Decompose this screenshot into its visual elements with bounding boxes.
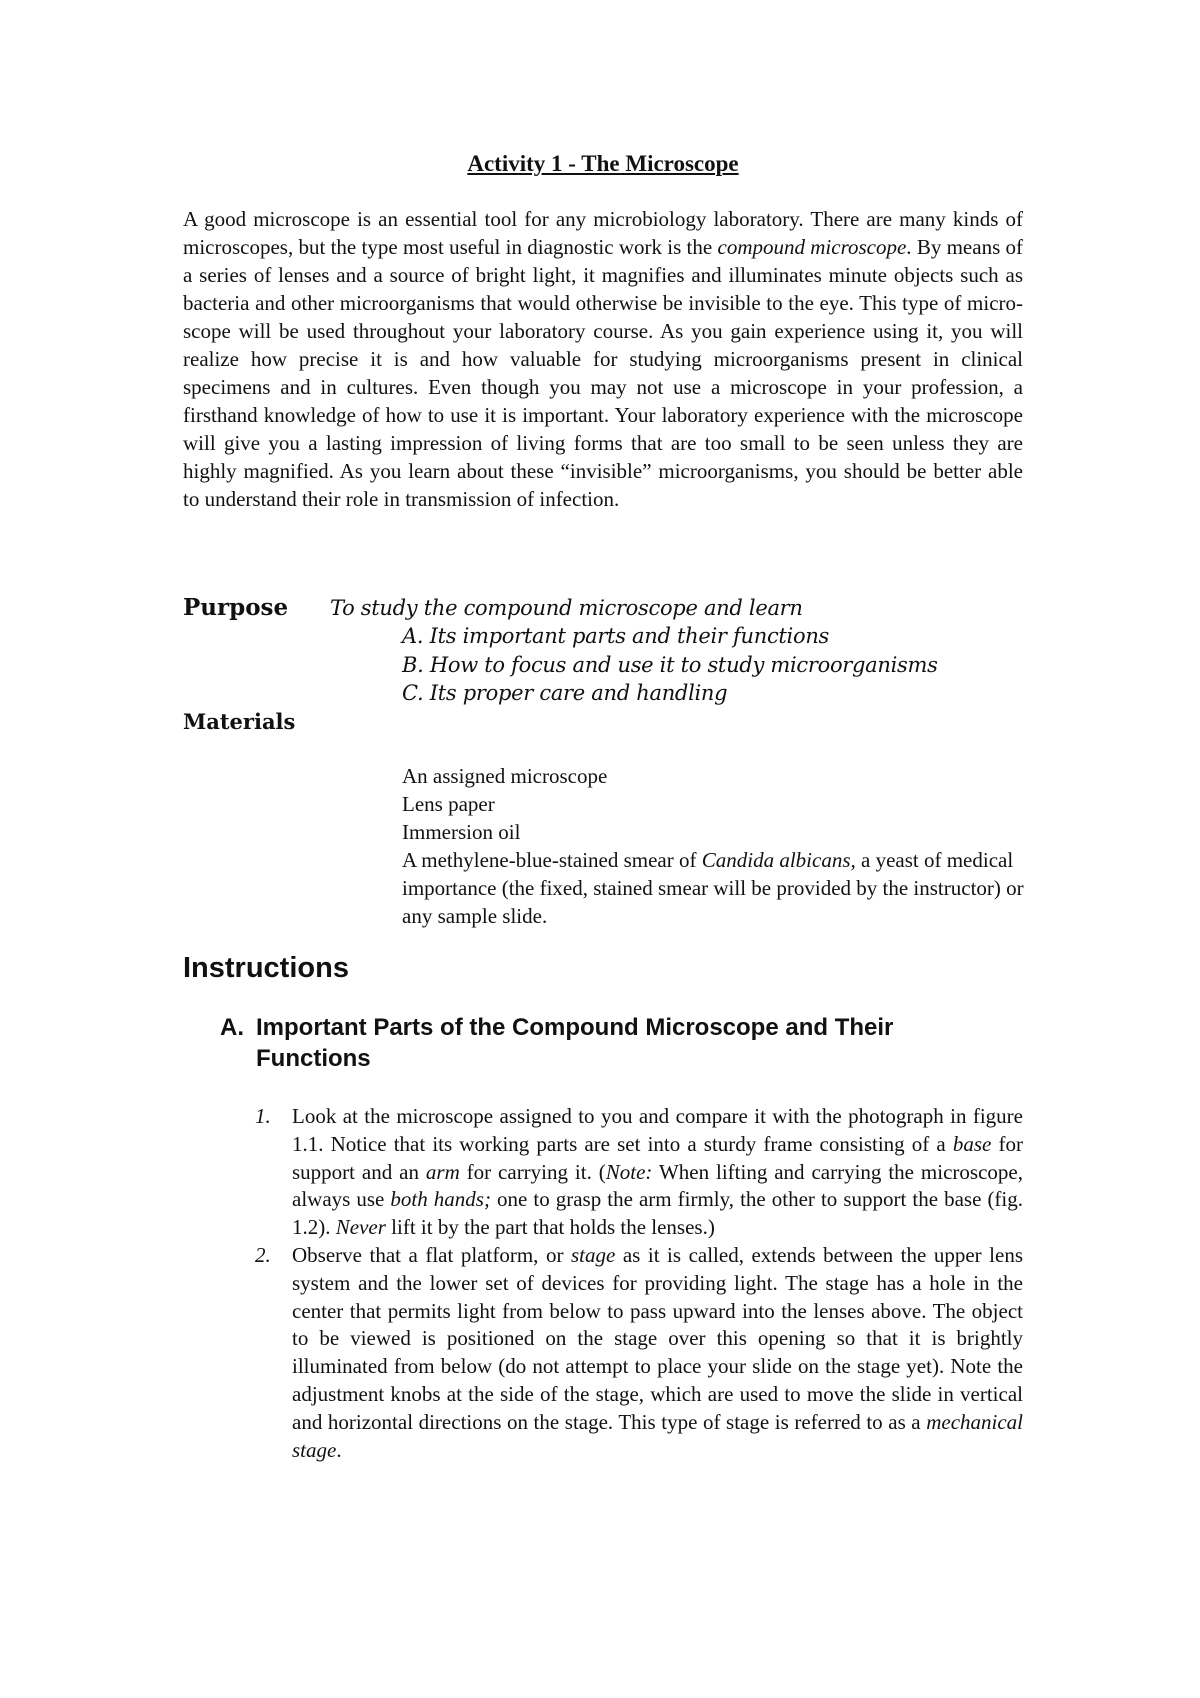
section-letter: A. (220, 1014, 244, 1041)
step-text: as it is called, extends between the upper lens system and the lower set of devices for providing light. The stage has a hole in the center that permits light from below to pass upward into the lenses above. The object to be viewed is positioned on the stage over this opening so that it is brightly illuminated from below (do not attempt to place your slide on the stage yet). Note the adjustment knobs at the side of the stage, which are used to move the slide in vertical and horizontal directions on the stage. This type of stage is referred to as a (292, 1242, 1023, 1434)
step-term: Note: (605, 1159, 653, 1184)
step-text: . (336, 1437, 342, 1462)
purpose-item: B. How to focus and use it to study microorganisms (402, 652, 938, 677)
step-text: for support and an (292, 1131, 1023, 1184)
step-item (220, 1242, 1023, 1464)
intro-text-1: A good microscope is an essential tool for any microbiology laboratory. There are many kinds of microscopes, but the type most useful in diagnostic work is the (183, 207, 1023, 259)
step-number: 1. (255, 1104, 271, 1128)
step-term: both hands; (390, 1187, 491, 1212)
purpose-item: A. Its important parts and their functions (402, 624, 830, 648)
materials-list (402, 762, 1042, 930)
material-smear-description: a yeast of medical importance (the fixed, stained smear will be provided by the instructor) or any sample slide. (402, 848, 1024, 928)
intro-term: compound microscope (717, 235, 907, 259)
step-text: for carrying it. ( (459, 1159, 606, 1184)
materials-label: Materials (183, 709, 296, 734)
step-term: mechanical stage (292, 1409, 1023, 1462)
step-term: Never (335, 1215, 386, 1240)
material-smear-text: A methylene-blue-stained smear of (402, 848, 702, 872)
step-term: arm (425, 1159, 460, 1184)
section-title: Important Parts of the Compound Microscope and Their Functions (256, 1014, 894, 1072)
intro-text-2: . By means of a series of lenses and a source of bright light, it magnifies and illuminates minute objects such as bacteria and other microorganisms that would otherwise be invisible to the eye. This type of micro- scope will be used throughout your laboratory course. As you gain experience using it, you will realize how precise it is and how valuable for studying microorganisms present in clinical specimens and in cultures. Even though you may not use a microscope in your profession, a firsthand knowledge of how to use it is important. Your laboratory experience with the microscope will give you a lasting impression of living forms that are too small to be seen unless they are highly magnified. As you learn about these “invisible” microorganisms, you should be better able to understand their role in transmission of infection. (183, 235, 1024, 511)
instructions-heading: Instructions (183, 952, 349, 984)
step-text: Look at the microscope assigned to you and compare it with the photograph in figure 1.1. Notice that its working parts are set into a sturdy frame consisting of a (292, 1104, 1023, 1156)
material-item: Lens paper (402, 792, 495, 816)
step-term: base (952, 1131, 992, 1156)
material-item (402, 846, 1042, 930)
material-item: Immersion oil (402, 820, 521, 844)
section-a-heading (220, 1012, 1000, 1074)
step-text: When lifting and carrying the microscope, always use (292, 1159, 1023, 1212)
step-number: 2. (255, 1242, 271, 1267)
intro-paragraph (183, 205, 1023, 513)
step-text: lift it by the part that holds the lenses.) (385, 1215, 715, 1240)
step-text: one to grasp the arm firmly, the other to support the base (fig. 1.2). (292, 1187, 1024, 1240)
step-term: stage (570, 1242, 616, 1267)
purpose-label: Purpose (183, 594, 289, 621)
purpose-text: To study the compound microscope and learn (330, 596, 803, 620)
purpose-list (402, 622, 938, 708)
steps-list (220, 1103, 1023, 1464)
page-title: Activity 1 - The Microscope (467, 151, 739, 176)
species-name: Candida albicans, (701, 848, 856, 872)
step-item (220, 1103, 1023, 1242)
purpose-item: C. Its proper care and handling (402, 681, 728, 705)
material-item: An assigned microscope (402, 764, 608, 788)
step-text: Observe that a flat platform, or (292, 1242, 571, 1267)
